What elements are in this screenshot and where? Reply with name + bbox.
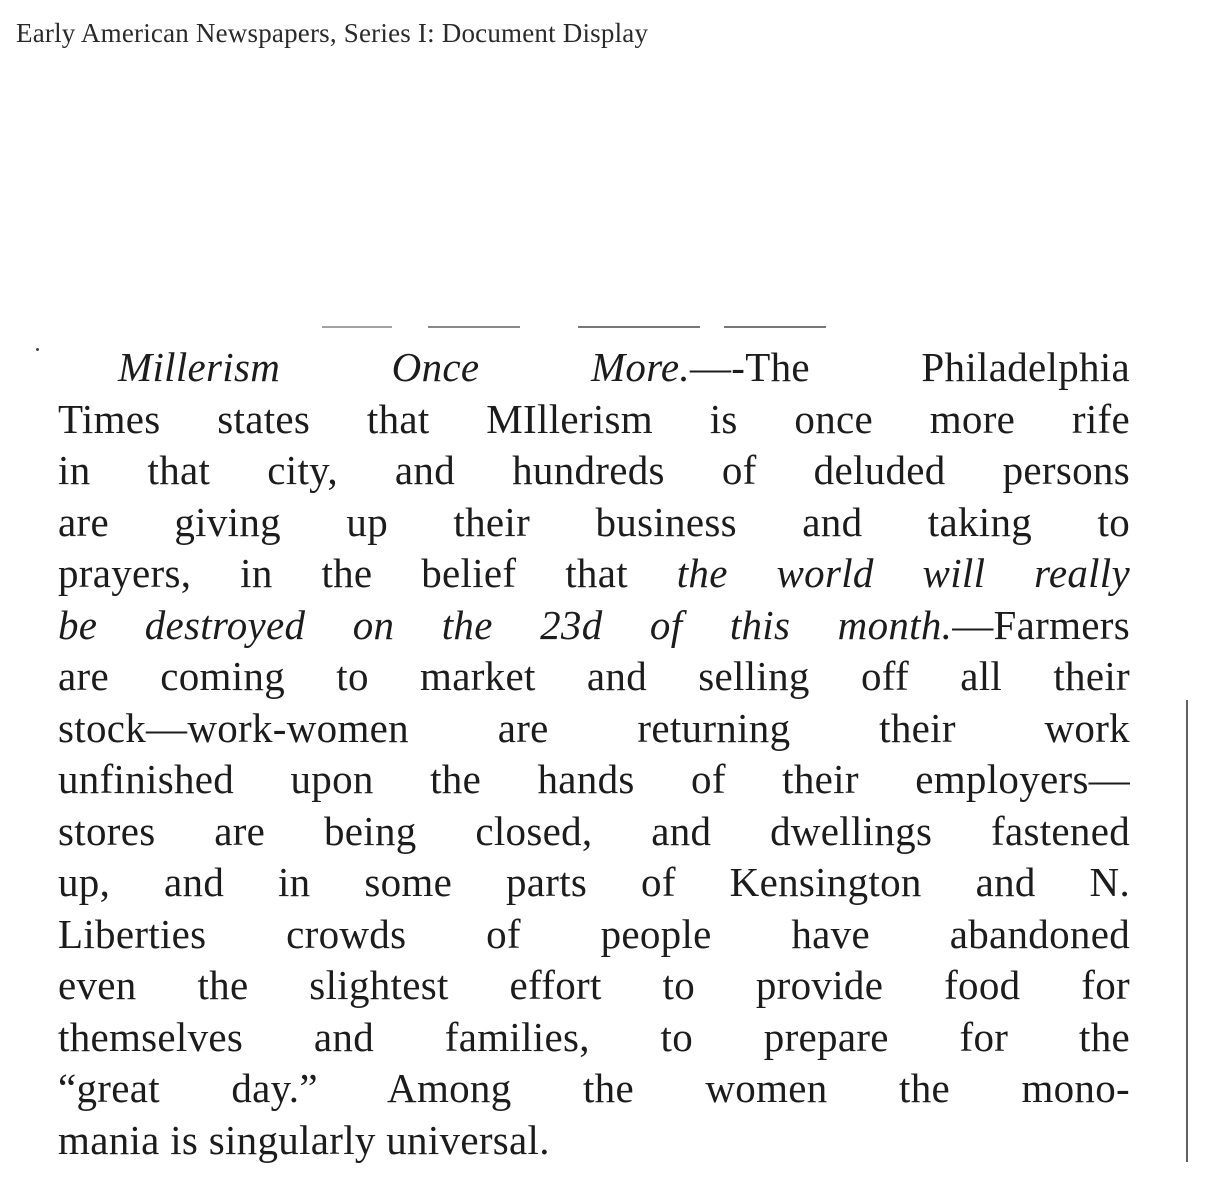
article-heading: Millerism Once More.	[118, 344, 690, 390]
article-line	[58, 600, 1130, 652]
article-line: in that city, and hundreds of deluded persons	[58, 447, 1130, 493]
article-line-text: —-The Philadelphia	[689, 344, 1130, 390]
clipping-top-rule	[428, 326, 520, 328]
article-line: “great day.” Among the women the mono-	[58, 1065, 1130, 1111]
article-line: up, and in some parts of Kensington and N.	[58, 859, 1130, 905]
article-line: even the slightest effort to provide food for	[58, 962, 1130, 1008]
newspaper-article	[58, 342, 1130, 1166]
article-line: themselves and families, to prepare for the	[58, 1013, 1130, 1060]
article-line: Liberties crowds of people have abandoned	[58, 910, 1130, 957]
article-line: are giving up their business and taking to	[58, 498, 1130, 545]
clipping-top-rule	[578, 326, 700, 328]
article-line: unfinished upon the hands of their employers—	[58, 756, 1130, 802]
scan-speck	[36, 348, 39, 351]
article-line: stock—work-women are returning their work	[58, 704, 1130, 751]
article-line	[58, 548, 1130, 600]
article-emphasis: the world will really	[676, 550, 1130, 596]
clipping-top-rule	[322, 326, 392, 328]
article-line-text: prayers, in the belief that	[58, 550, 677, 596]
article-emphasis: be destroyed on the 23d of this month.	[58, 601, 953, 648]
clipping-top-rule	[724, 326, 826, 328]
clipping-right-rule	[1186, 700, 1188, 1162]
article-line	[58, 342, 1130, 394]
article-line: mania is singularly universal.	[58, 1116, 550, 1163]
article-line: are coming to market and selling off all their	[58, 653, 1130, 699]
article-line: stores are being closed, and dwellings fastened	[58, 807, 1130, 854]
article-line-text: —Farmers	[952, 601, 1130, 648]
document-display-header: Early American Newspapers, Series I: Document Display	[16, 18, 649, 48]
article-line: Times states that MIllerism is once more rife	[58, 395, 1130, 442]
